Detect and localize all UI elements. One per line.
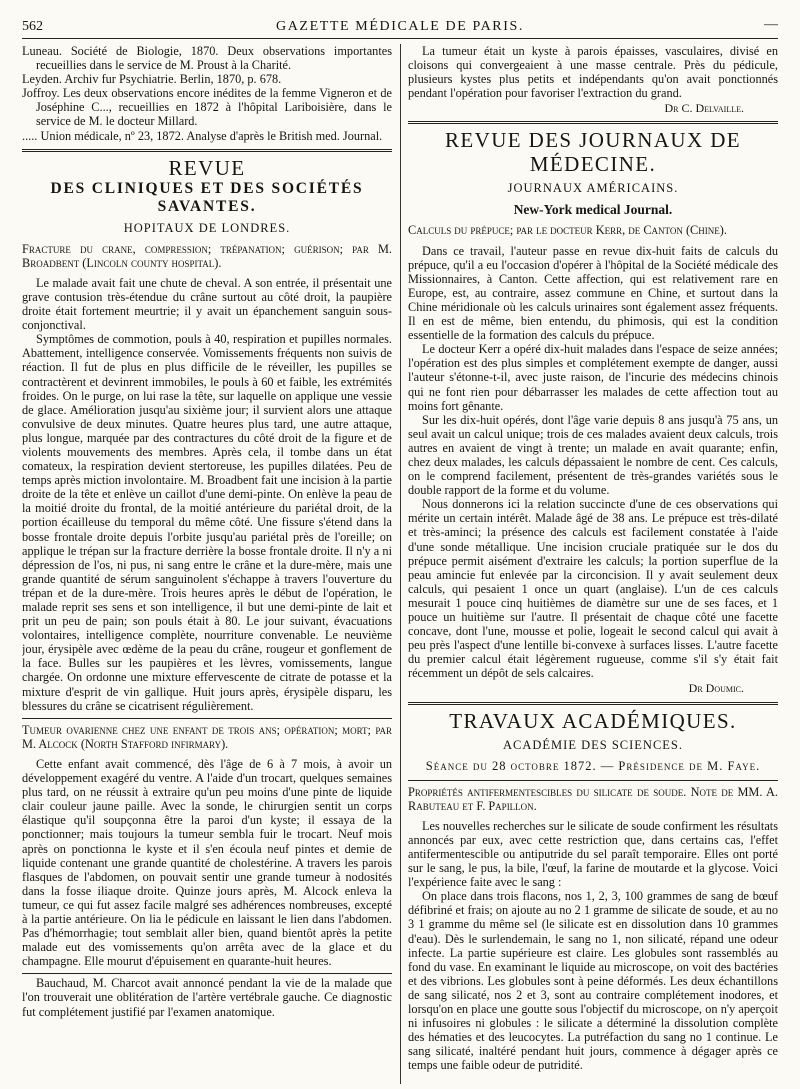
section-divider (408, 121, 778, 124)
article-paragraph: La tumeur était un kyste à parois épaisses, vasculaires, divisé en cloisons qui convergeaient à une masse centrale. Près du pédicule, plusieurs kystes plus petits et indépendants qu'on avait ponctionnés pendant l'opération pour favoriser l'extraction du grand. (408, 44, 778, 101)
ref-luneau: Luneau. Société de Biologie, 1870. Deux observations importantes recueillies dans le service de M. Proust à la Charité. (22, 44, 392, 73)
article-paragraph: Symptômes de commotion, pouls à 40, respiration et pupilles normales. Abattement, intelligence conservée. Vomissements fréquents non suivis de réaction. Il fut de plus en plus difficile de le réveiller, les pupilles se contractèrent et devinrent immobiles, le pouls à 60 et faible, les extrémités froides. On le purge, on lui rase la tête, sur laquelle on applique une vessie de glace. Amélioration jusqu'au sixième jour; il survient alors une attaque convulsive de deux minutes. Quatre heures plus tard, une autre attaque, plus longue, marquée par des contractures du côté droit de la figure et de violents mouvements des membres. Après cela, il tombe dans un état comateux, la respiration devient stertoreuse, les pupilles dilatées. Peu de temps après miction involontaire. M. Broadbent fait une incision à la partie droite de la tête et enlève un caillot d'une demi-pinte. On enlève la peau de la moitié droite du frontal, de la moitié antérieure du pariétal droit, de la portion écailleuse du temporal du même côté. Une fissure s'étend dans la bosse frontale droite depuis l'orbite jusqu'au pariétal près de l'oreille; on applique le trépan sur la fracture derrière la bosse frontale droite. Il n'y a ni dépression de l'os, ni pus, ni sang entre le crâne et la dure-mère, mais une grande quantité de sérum sanguinolent s'échappe à travers l'ouverture du trépan et de la dure-mère. Trois heures après le début de l'opération, le malade reprit ses sens et son intelligence, il but une demi-pinte de lait et prit un peu de pain; son pouls était à 80. Le jour suivant, évacuations volontaires, intelligence complète, nourriture convenable. Le neuvième jour, érysipèle avec œdème de la peau du crâne, rougeur et gonflement de la face. Bulles sur les paupières et les lèvres, vomissements, langue chargée. On ordonne une mixture effervescente de citrate de potasse et la mixture d'esprit de vin gallique. Huit jours après, érysipèle disparu, les blessures du crâne se cicatrisent régulièrement. (22, 332, 392, 713)
journal-name: New-York medical Journal. (513, 202, 673, 218)
page-number: 562 (22, 19, 43, 34)
article-paragraph: Le docteur Kerr a opéré dix-huit malades dans l'espace de seize années; l'opération est des plus simples et complétement exempte de danger, aussi l'auteur s'étonne-t-il, avec juste raison, de l'incurie des médecins chinois qui ne font rien pour débarrasser les malades de cette affection tout au moins fort gênante. (408, 342, 778, 413)
footnote-divider (22, 973, 392, 974)
left-column (22, 44, 392, 1084)
page-header (22, 16, 778, 39)
article-title-calculs: Calculs du prépuce; par le docteur Kerr, de Canton (Chine). (408, 223, 727, 238)
section-title-revue-journaux: REVUE DES JOURNAUX DE MÉDECINE. (445, 128, 741, 177)
column-rule (400, 44, 401, 1084)
section-sub-hopitaux: HOPITAUX DE LONDRES. (123, 220, 291, 235)
section-divider (22, 149, 392, 152)
article-paragraph: Sur les dix-huit opérés, dont l'âge varie depuis 8 ans jusqu'à 75 ans, un seul avait un calcul unique; trois de ces malades avaient deux calculs, trois autres en avaient de vingt à trente; un malade en avait quarante; enfin, chez deux malades, les calculs dépassaient le nombre de cent. Ces calculs, on le comprend facilement, présentent de très-grandes variétés sous le double rapport de la forme et du volume. (408, 412, 778, 498)
article-paragraph: On place dans trois flacons, nos 1, 2, 3, 100 grammes de sang de bœuf défibriné et frais; on ajoute au no 2 1 gramme de silicate de soude, et au no 3 1 gramme du même sel (le silicate est en dissolution dans 10 grammes d'eau). Dès le surlendemain, le sang no 1, non silicaté, répand une odeur infecte. La partie supérieure est claire. Les globules sont rassemblés au fond du vase. En examinant le liquide au microscope, on voit des bactéries et des vibrions. Les globules sont à peine déformés. Les deux échantillons de sang silicaté, nos 2 et 3, sont au contraire complétement inodores, et lorsqu'on en place une goutte sous l'objectif du microscope, on n'y aperçoit ni infusoires ni globules : le silicate a déterminé la dissolution complète des hématies et des leucocytes. La putréfaction du sang no 1 continue. Le sang silicaté, inaltéré pendant huit jours, commence à dégager après ce temps une faible odeur de putridité. (408, 889, 778, 1073)
article-title-fracture: Fracture du crane, compression; trépanation; guérison; par M. Broadbent (Lincoln county hospital). (22, 241, 392, 270)
article-paragraph: Le malade avait fait une chute de cheval. A son entrée, il présentait une grave contusion très-étendue du crâne surtout au côté droit, la paupière droite était fortement meurtrie; il y avait un épanchement sanguin sous-conjonctival. (22, 275, 392, 333)
signature-delvaille: Dr C. Delvaille. (664, 101, 744, 116)
article-title-silicate: Propriétés antifermentescibles du silicate de soude. Note de MM. A. Rabuteau et F. Papillon. (408, 784, 778, 813)
section-sub-academie: ACADÉMIE DES SCIENCES. (503, 737, 683, 752)
section-subtitle: DES CLINIQUES ET DES SOCIÉTÉS SAVANTES. (50, 179, 364, 215)
section-title-travaux: TRAVAUX ACADÉMIQUES. (449, 708, 737, 733)
ref-leyden: Leyden. Archiv fur Psychiatrie. Berlin, 1870, p. 678. (22, 72, 282, 87)
signature-doumic: Dr Doumic. (688, 681, 744, 696)
section-sub-journaux: JOURNAUX AMÉRICAINS. (507, 181, 679, 196)
seance-line: Séance du 28 octobre 1872. — Présidence de M. Faye. (425, 758, 761, 773)
article-divider (408, 780, 778, 781)
section-divider (408, 702, 778, 705)
section-title-revue: REVUE (168, 155, 246, 180)
footnote: Bauchaud, M. Charcot avait annoncé pendant la vie de la malade que l'on trouverait une oblitération de l'artère vertébrale gauche. Ce diagnostic fut complétement justifié par l'examen anatomique. (22, 976, 392, 1019)
article-paragraph: Cette enfant avait commencé, dès l'âge de 6 à 7 mois, à avoir un développement exagéré du ventre. A l'aide d'un trocart, quelques semaines plus tard, on ne réussit à extraire qu'un peu moins d'une pinte de liquide clair couleur jaune paille. Avec la sonde, le chirurgien sentit un corps élastique qu'il soupçonna être la paroi d'un kyste; il essaya de la ponctionner; mais toujours la tumeur sembla fuir le trocart. Neuf mois après on ponctionna le kyste et il s'en écoula neuf pintes et demie de liquide contenant une grande quantité de cholestérine. A travers les parois flasques de l'abdomen, on pouvait sentir une grande tumeur à nodosités dans la fosse iliaque droite. Quinze jours après, M. Alcock enleva la tumeur, ce qui fut assez facile malgré ses adhérences nombreuses, excepté à la partie antérieure. On lia le pédicule en laissant le lien dans l'abdomen. Pas d'hémorrhagie; tout semblait aller bien, quand bientôt après la petite malade eut des vomissements qu'on arrêta avec de la glace et du champagne. Elle mourut d'épuisement en quarante-huit heures. (22, 756, 392, 969)
ref-union-medicale: ..... Union médicale, nº 23, 1872. Analyse d'après le British med. Journal. (22, 128, 383, 143)
ref-joffroy: Joffroy. Les deux observations encore inédites de la femme Vigneron et de Joséphine C..., recueillies en 1872 à l'hôpital Lariboisière, dans le service de M. le docteur Millard. (22, 86, 392, 129)
article-paragraph: Dans ce travail, l'auteur passe en revue dix-huit faits de calculs du prépuce, qu'il a eu l'occasion d'opérer à l'hôpital de la Société médicale des Missionnaires, à Canton. Cette affection, qui est relativement rare en Europe, est, au contraire, assez commune en Chine, et surtout dans la Chine méridionale où les calculs urinaires sont également assez fréquents. Il en est de même, bien entendu, du phimosis, qui est la condition essentielle de la formation des calculs du prépuce. (408, 243, 778, 343)
article-paragraph: Nous donnerons ici la relation succincte d'une de ces observations qui mérite un certain intérêt. Malade âgé de 38 ans. Le prépuce est très-dilaté et très-aminci; la présence des calculs est facilement constatée à l'aide d'une sonde métallique. Une incision cruciale pratiquée sur le dos du prépuce permit aisément d'extraire les calculs; la portion superflue de la peau amincie fut enlevée par la circoncision. Il y avait seulement deux calculs, qui pesaient 1 once un quart (anglaise). L'un de ces calculs mesurait 1 pouce cinq huitièmes de diamètre sur une de ses faces, et 1 pouce un huitième sur l'autre. Il présentait de chaque côté une facette concave, dont l'une, mousse et polie, logeait le second calcul qui avait à peu près l'aspect d'une lentille bi-convexe à surfaces lisses. L'autre facette du premier calcul était légèrement rugueuse, comme s'il s'y était fait récemment un dépôt de sels calcaires. (408, 497, 778, 681)
article-divider (22, 718, 392, 719)
article-paragraph: Les nouvelles recherches sur le silicate de soude confirment les résultats annoncés par eux, avec cette restriction que, dans certains cas, l'effet antifermentescible ou antiputride du sel paraît temporaire. Elles ont porté sur le sang, le pus, la bile, l'œuf, la farine de moutarde et la glycose. Voici l'expérience faite avec le sang : (408, 818, 778, 890)
article-title-tumeur: Tumeur ovarienne chez une enfant de trois ans; opération; mort; par M. Alcock (North Stafford infirmary). (22, 722, 392, 751)
right-column (408, 44, 778, 1084)
header-dash: — (764, 17, 778, 32)
journal-title: GAZETTE MÉDICALE DE PARIS. (276, 19, 524, 34)
